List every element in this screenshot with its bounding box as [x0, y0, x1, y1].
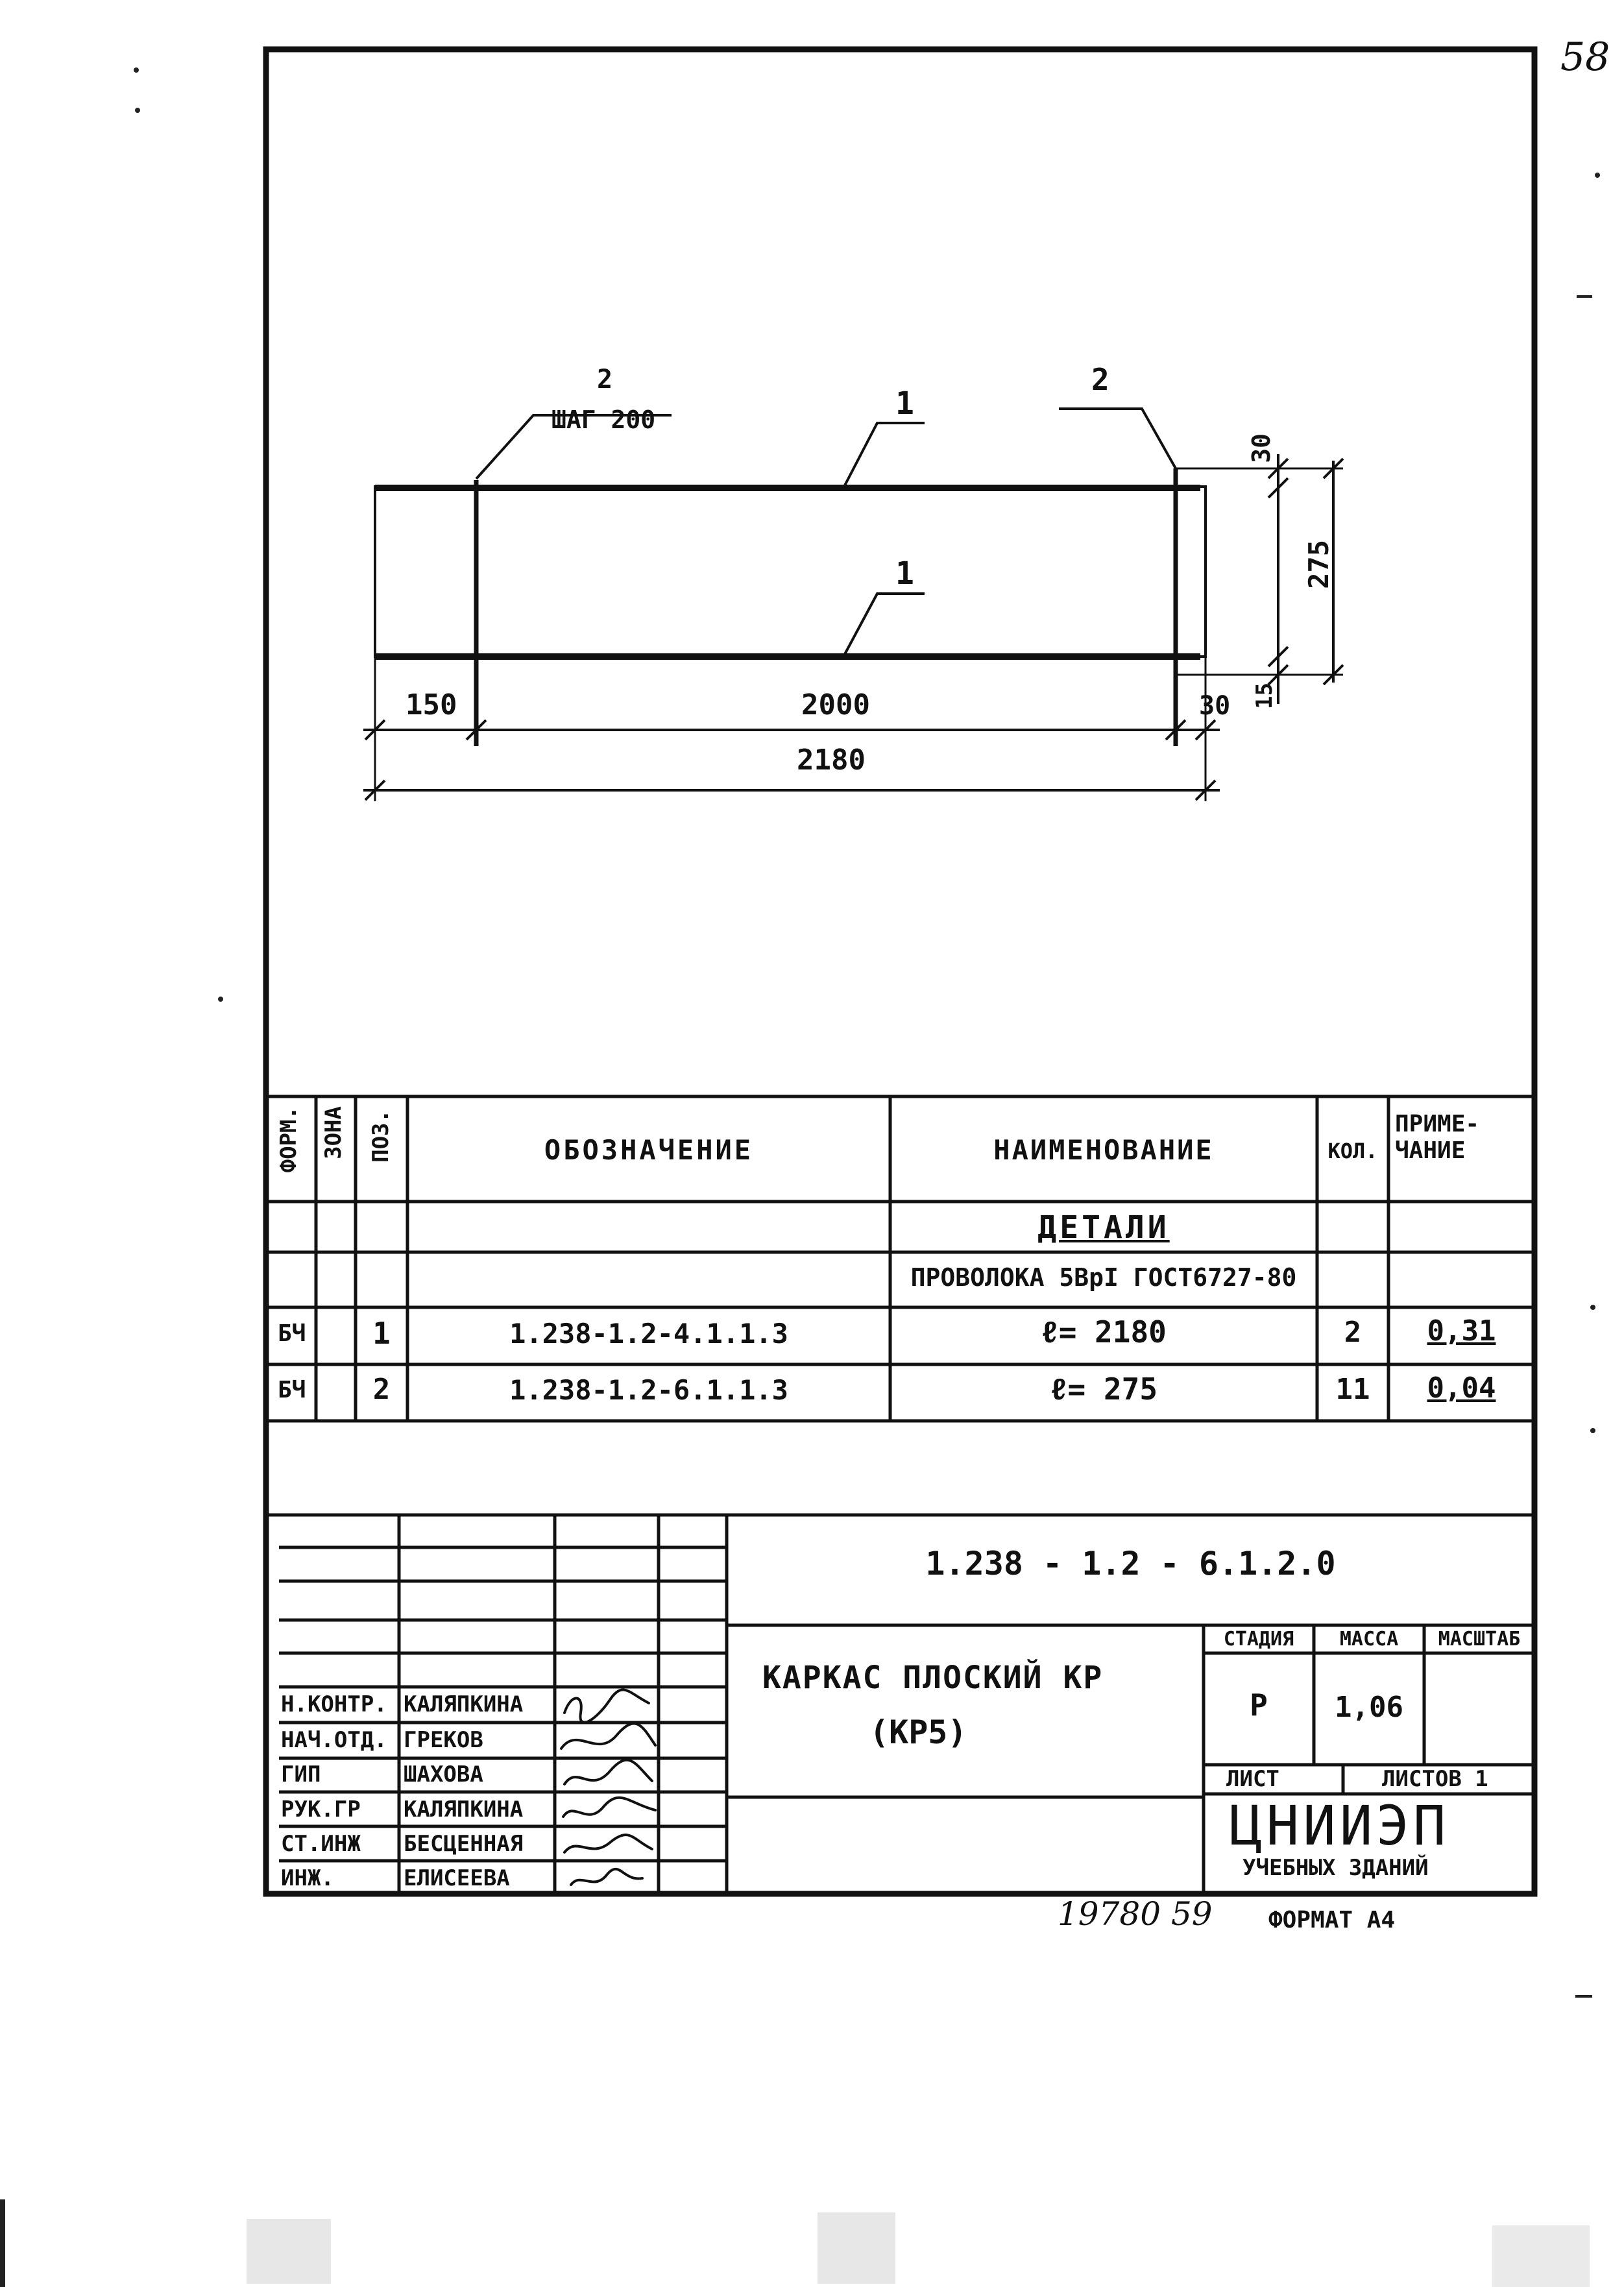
callout-right-position: 2 — [1091, 362, 1109, 397]
callout-left-step: ШАГ 200 — [551, 405, 656, 434]
row1-format: БЧ — [278, 1320, 306, 1347]
name-4: КАЛЯПКИНА — [404, 1797, 524, 1822]
cage-outline — [375, 487, 1206, 657]
row2-quantity: 11 — [1335, 1373, 1370, 1406]
callout-top-bar-position: 1 — [895, 385, 914, 422]
stage-value: Р — [1250, 1688, 1268, 1723]
header-name: НАИМЕНОВАНИЕ — [993, 1134, 1214, 1166]
role-2: НАЧ.ОТД. — [281, 1727, 387, 1753]
row2-format: БЧ — [278, 1377, 306, 1403]
sheet-label: ЛИСТ — [1226, 1766, 1279, 1792]
dim-top-offset: 30 — [1247, 433, 1276, 463]
organization-subtitle: УЧЕБНЫХ ЗДАНИЙ — [1242, 1855, 1429, 1881]
name-5: БЕСЦЕННАЯ — [404, 1831, 524, 1857]
handwritten-signatures — [558, 1687, 659, 1894]
role-5: СТ.ИНЖ — [281, 1831, 361, 1857]
header-zone: ЗОНА — [321, 1106, 346, 1159]
leader-right — [1059, 409, 1176, 468]
material-spec: ПРОВОЛОКА 5ВрI ГОСТ6727-80 — [910, 1263, 1297, 1292]
row2-note: 0,04 — [1427, 1372, 1496, 1405]
organization-name: ЦНИИЭП — [1230, 1794, 1450, 1857]
sheet-number: 58 — [1560, 34, 1610, 80]
scan-texture — [247, 2212, 1590, 2287]
mass-label: МАССА — [1339, 1628, 1399, 1651]
product-name-line2: (КР5) — [869, 1713, 967, 1751]
name-6: ЕЛИСЕЕВА — [404, 1865, 510, 1891]
header-quantity: КОЛ. — [1327, 1139, 1378, 1163]
role-4: РУК.ГР — [281, 1797, 361, 1822]
row2-designation: 1.238-1.2-6.1.1.3 — [509, 1374, 788, 1406]
stage-label: СТАДИЯ — [1223, 1628, 1294, 1651]
role-3: ГИП — [281, 1761, 321, 1787]
dim-right: 30 — [1199, 691, 1231, 721]
header-designation: ОБОЗНАЧЕНИЕ — [544, 1134, 754, 1166]
sheets-count-label: ЛИСТОВ 1 — [1382, 1766, 1488, 1792]
mass-value: 1,06 — [1335, 1691, 1403, 1724]
cage-drawing — [363, 405, 1343, 801]
leader-top-bar — [843, 423, 925, 488]
scale-label: МАСШТАБ — [1438, 1628, 1521, 1651]
scan-artifacts — [0, 67, 1600, 2287]
row1-position: 1 — [372, 1316, 391, 1351]
header-format: ФОРМ. — [276, 1106, 302, 1173]
header-note: ПРИМЕ-ЧАНИЕ — [1395, 1111, 1480, 1165]
leader-bottom-bar — [843, 594, 925, 657]
row1-quantity: 2 — [1344, 1316, 1362, 1349]
row1-designation: 1.238-1.2-4.1.1.3 — [509, 1318, 788, 1349]
role-6: ИНЖ. — [281, 1865, 334, 1891]
section-title-details: ДЕТАЛИ — [1037, 1209, 1170, 1246]
row1-name: ℓ= 2180 — [1041, 1314, 1167, 1349]
dim-left: 150 — [406, 688, 457, 721]
product-name-line1: КАРКАС ПЛОСКИЙ КР — [762, 1660, 1104, 1696]
row2-name: ℓ= 275 — [1049, 1372, 1158, 1407]
dim-middle: 2000 — [801, 688, 870, 721]
name-2: ГРЕКОВ — [404, 1727, 483, 1753]
format-label: ФОРМАТ А4 — [1268, 1907, 1396, 1933]
sheet-frame — [266, 49, 1534, 1894]
row1-note: 0,31 — [1427, 1314, 1496, 1348]
dim-bottom-offset: 15 — [1252, 683, 1278, 709]
header-position: ПОЗ. — [368, 1109, 394, 1163]
callout-bottom-bar-position: 1 — [895, 555, 914, 592]
dim-height: 275 — [1303, 540, 1335, 589]
bottom-note: 19780 59 — [1058, 1895, 1213, 1933]
dim-total: 2180 — [797, 744, 866, 777]
name-3: ШАХОВА — [404, 1761, 483, 1787]
document-code: 1.238 - 1.2 - 6.1.2.0 — [925, 1545, 1336, 1582]
row2-position: 2 — [372, 1373, 391, 1406]
name-1: КАЛЯПКИНА — [404, 1691, 524, 1717]
role-1: Н.КОНТР. — [281, 1691, 387, 1717]
callout-left-position: 2 — [597, 365, 613, 394]
